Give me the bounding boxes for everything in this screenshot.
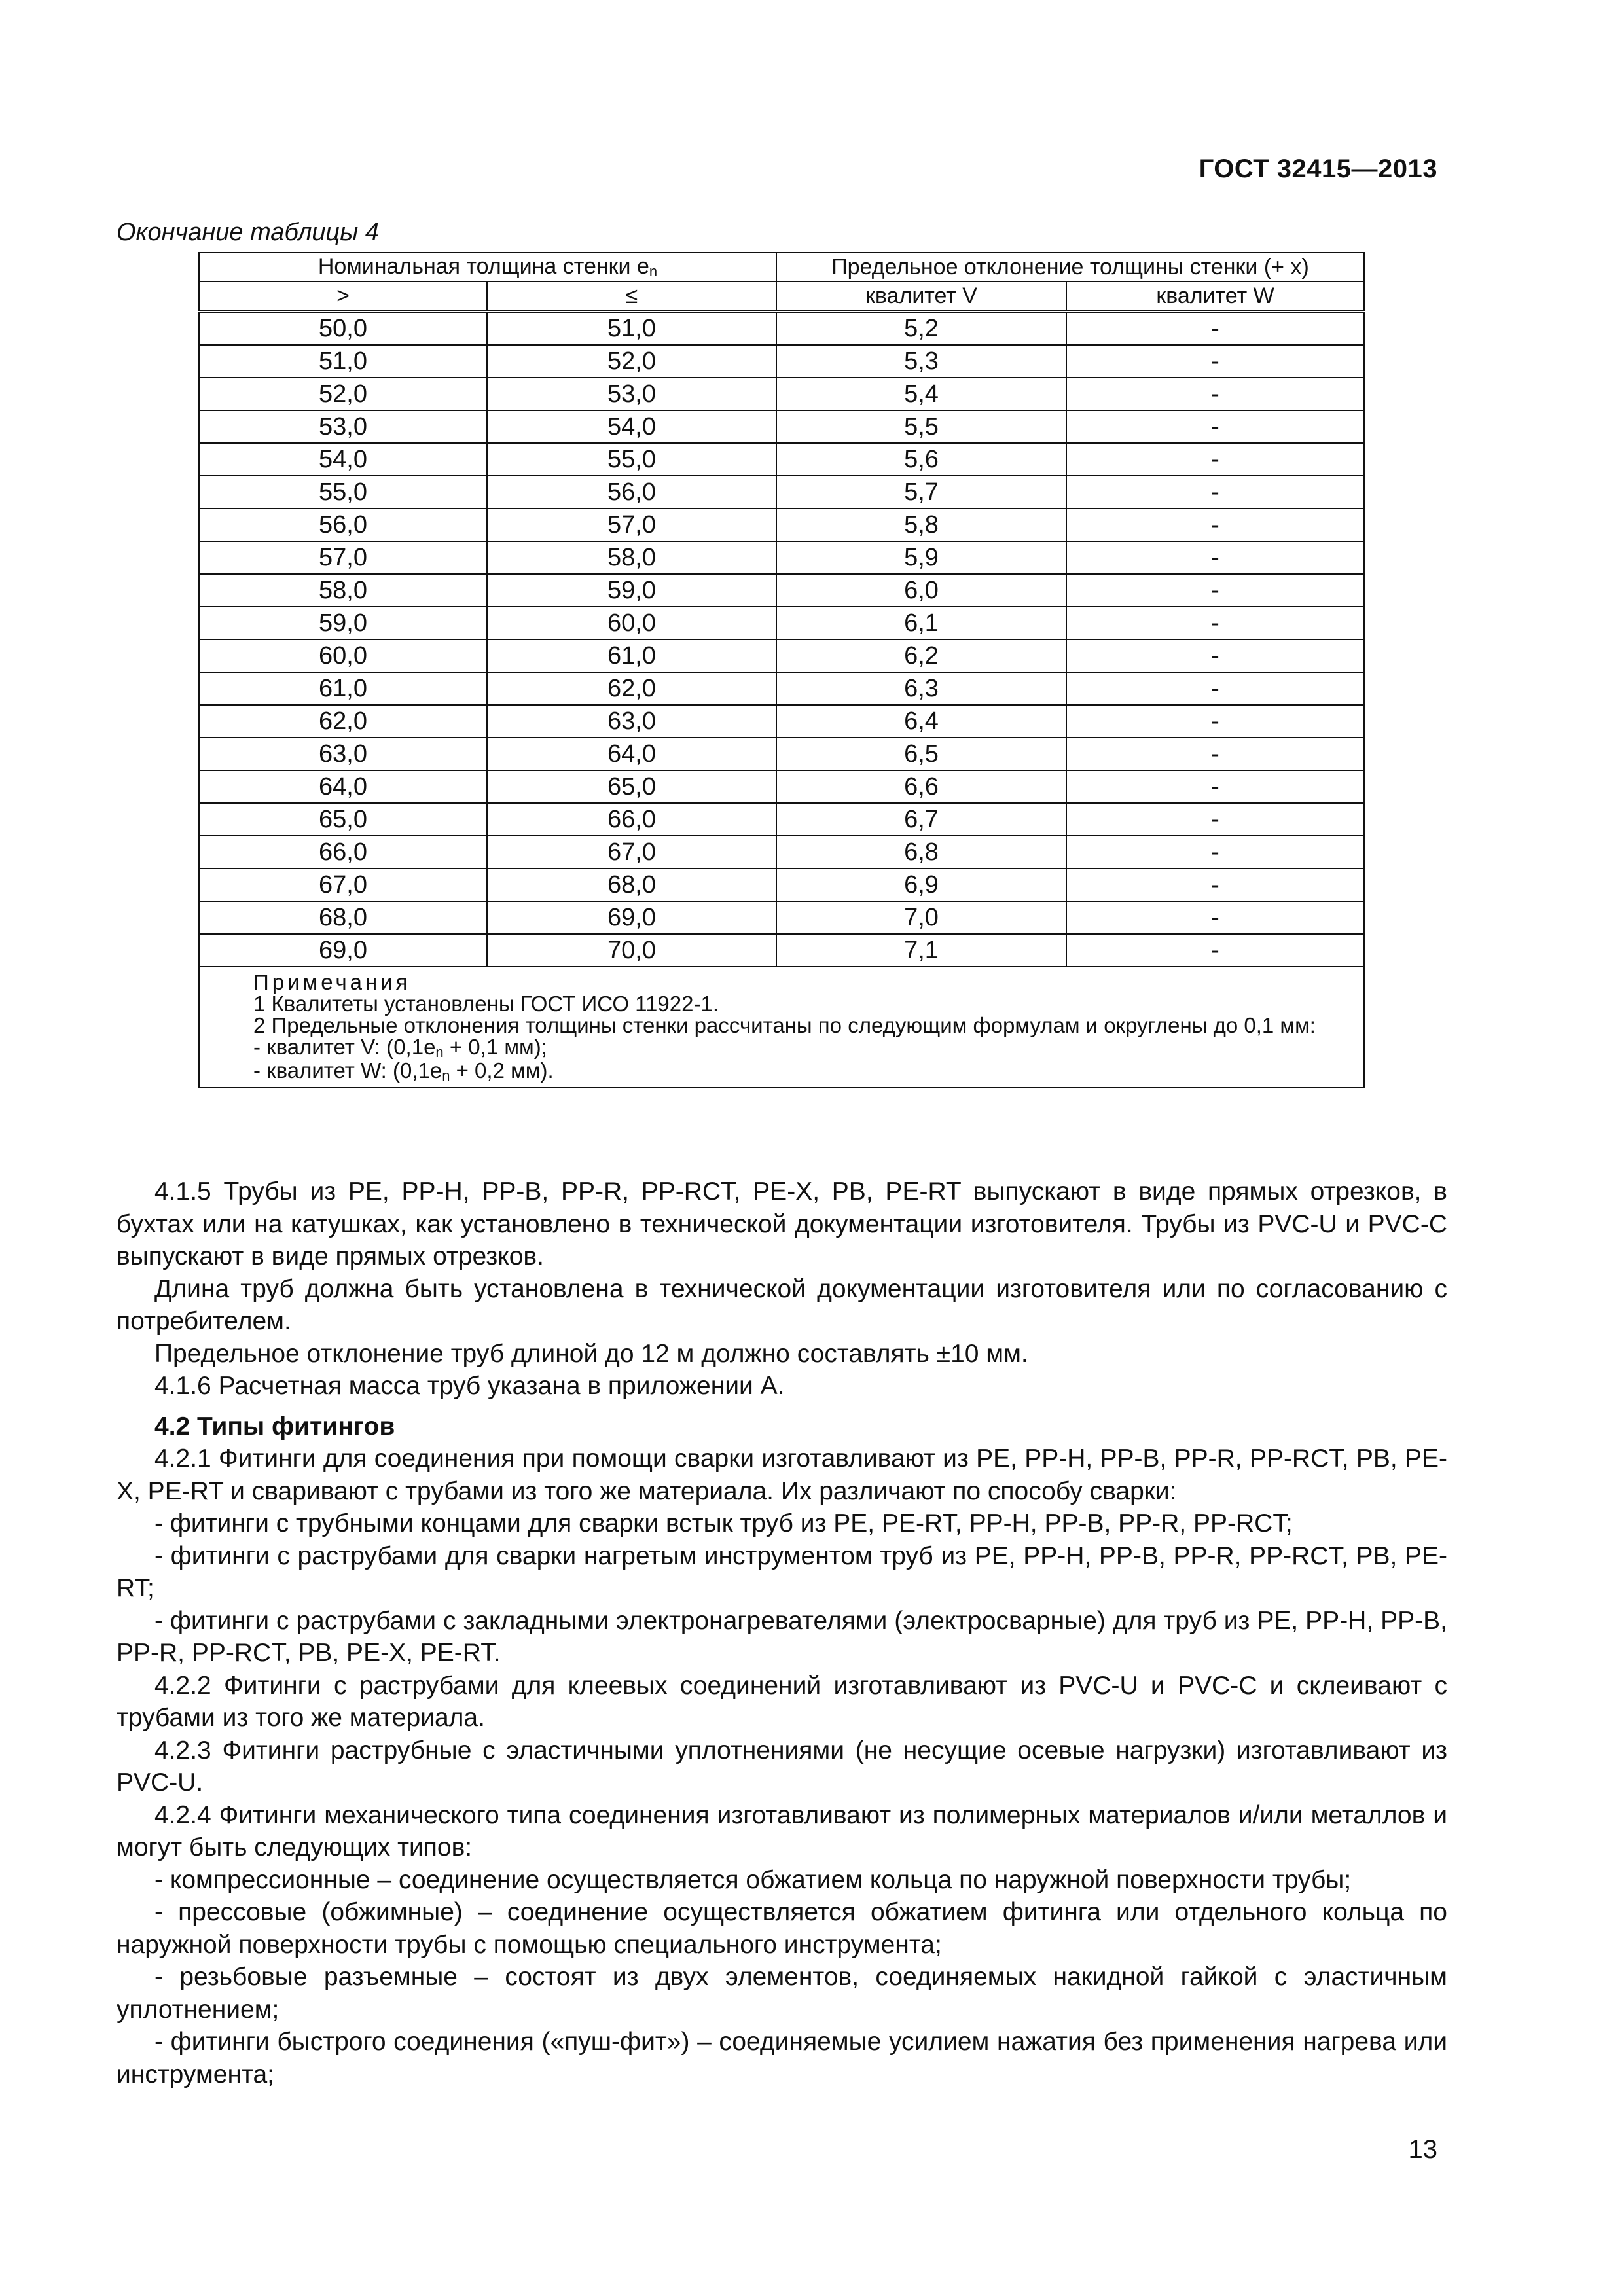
cell-grade-v: 6,0	[776, 574, 1066, 607]
note-1: 1 Квалитеты установлены ГОСТ ИСО 11922-1.	[253, 992, 719, 1016]
cell-thickness-from: 60,0	[199, 639, 487, 672]
cell-thickness-from: 65,0	[199, 803, 487, 836]
table-row	[199, 639, 1364, 672]
cell-grade-w: -	[1066, 770, 1364, 803]
cell-thickness-to: 70,0	[487, 934, 776, 967]
table-row	[199, 836, 1364, 869]
cell-thickness-to: 58,0	[487, 541, 776, 574]
page-number: 13	[1408, 2135, 1437, 2164]
list-item-press: - прессовые (обжимные) – соединение осуществляется обжатием фитинга или отдельного кольца по наружной поверхности трубы с помощью специального инструмента;	[117, 1898, 1447, 1959]
cell-thickness-from: 52,0	[199, 378, 487, 410]
cell-thickness-from: 59,0	[199, 607, 487, 639]
cell-thickness-from: 50,0	[199, 312, 487, 346]
cell-grade-v: 5,2	[776, 312, 1066, 346]
list-item-threaded: - резьбовые разъемные – состоят из двух элементов, соединяемых накидной гайкой с эластичным уплотнением;	[117, 1963, 1447, 2024]
cell-thickness-from: 66,0	[199, 836, 487, 869]
cell-grade-v: 5,8	[776, 509, 1066, 541]
document-code: ГОСТ 32415—2013	[1199, 154, 1437, 183]
cell-thickness-from: 51,0	[199, 345, 487, 378]
table-row	[199, 770, 1364, 803]
cell-grade-v: 7,1	[776, 934, 1066, 967]
table-row	[199, 607, 1364, 639]
cell-thickness-to: 56,0	[487, 476, 776, 509]
cell-thickness-to: 55,0	[487, 443, 776, 476]
paragraph-4-1-5: 4.1.5 Трубы из PE, PP-H, PP-B, PP-R, PP-RCT, PE-X, PB, PE-RT выпускают в виде прямых отрезков, в бухтах или на катушках, как установлено в технической документации изготовителя. Трубы из PVC-U и PVC-C выпускают в виде прямых отрезков.	[117, 1177, 1447, 1270]
cell-thickness-to: 65,0	[487, 770, 776, 803]
cell-grade-w: -	[1066, 869, 1364, 901]
cell-thickness-from: 54,0	[199, 443, 487, 476]
cell-grade-w: -	[1066, 639, 1364, 672]
cell-grade-w: -	[1066, 705, 1364, 738]
table-notes	[199, 967, 1364, 1088]
cell-thickness-to: 59,0	[487, 574, 776, 607]
cell-thickness-to: 68,0	[487, 869, 776, 901]
cell-grade-w: -	[1066, 410, 1364, 443]
cell-thickness-to: 51,0	[487, 312, 776, 346]
paragraph-length: Длина труб должна быть установлена в технической документации изготовителя или по согласованию с потребителем.	[117, 1274, 1447, 1335]
cell-thickness-to: 66,0	[487, 803, 776, 836]
table-row	[199, 869, 1364, 901]
cell-grade-v: 6,5	[776, 738, 1066, 770]
cell-thickness-from: 62,0	[199, 705, 487, 738]
header-thickness-tolerance: Предельное отклонение толщины стенки (+ x)	[776, 253, 1364, 281]
cell-grade-w: -	[1066, 803, 1364, 836]
cell-thickness-to: 63,0	[487, 705, 776, 738]
cell-thickness-to: 54,0	[487, 410, 776, 443]
cell-grade-v: 6,3	[776, 672, 1066, 705]
cell-grade-v: 6,8	[776, 836, 1066, 869]
formula-grade-v: - квалитет V: (0,1en + 0,1 мм);	[253, 1035, 547, 1060]
table-row	[199, 541, 1364, 574]
cell-grade-v: 5,3	[776, 345, 1066, 378]
table-row	[199, 672, 1364, 705]
cell-grade-v: 5,7	[776, 476, 1066, 509]
cell-thickness-to: 60,0	[487, 607, 776, 639]
paragraph-4-2-3: 4.2.3 Фитинги раструбные с эластичными уплотнениями (не несущие осевые нагрузки) изготавливают из PVC-U.	[117, 1736, 1447, 1797]
cell-grade-w: -	[1066, 345, 1364, 378]
cell-grade-v: 5,4	[776, 378, 1066, 410]
table-row	[199, 345, 1364, 378]
cell-thickness-to: 62,0	[487, 672, 776, 705]
cell-grade-w: -	[1066, 443, 1364, 476]
table-row	[199, 803, 1364, 836]
table-row	[199, 705, 1364, 738]
table-row	[199, 443, 1364, 476]
list-item-butt-welding: - фитинги с трубными концами для сварки встык труб из PE, PE-RT, PP-H, PP-B, PP-R, PP-RCT;	[154, 1509, 1293, 1537]
cell-grade-w: -	[1066, 378, 1364, 410]
cell-thickness-to: 69,0	[487, 901, 776, 934]
cell-grade-v: 5,5	[776, 410, 1066, 443]
cell-grade-w: -	[1066, 476, 1364, 509]
cell-thickness-to: 57,0	[487, 509, 776, 541]
cell-grade-v: 6,4	[776, 705, 1066, 738]
cell-grade-v: 6,1	[776, 607, 1066, 639]
cell-grade-v: 6,9	[776, 869, 1066, 901]
body-text	[117, 1175, 1447, 2090]
table-row	[199, 738, 1364, 770]
section-heading-4-2: 4.2 Типы фитингов	[154, 1412, 395, 1441]
notes-row	[199, 967, 1364, 1088]
cell-thickness-from: 64,0	[199, 770, 487, 803]
table-row	[199, 312, 1364, 346]
paragraph-length-tolerance: Предельное отклонение труб длиной до 12 м должно составлять ±10 мм.	[154, 1339, 1028, 1368]
cell-grade-w: -	[1066, 607, 1364, 639]
cell-grade-w: -	[1066, 738, 1364, 770]
subheader-grade-v: квалитет V	[776, 281, 1066, 312]
cell-grade-v: 6,6	[776, 770, 1066, 803]
cell-grade-w: -	[1066, 509, 1364, 541]
cell-thickness-from: 58,0	[199, 574, 487, 607]
table-header-row	[199, 253, 1364, 281]
cell-thickness-from: 53,0	[199, 410, 487, 443]
cell-thickness-from: 55,0	[199, 476, 487, 509]
cell-grade-v: 6,7	[776, 803, 1066, 836]
cell-thickness-from: 69,0	[199, 934, 487, 967]
paragraph-4-2-4: 4.2.4 Фитинги механического типа соединения изготавливают из полимерных материалов и/или металлов и могут быть следующих типов:	[117, 1801, 1447, 1861]
cell-thickness-from: 68,0	[199, 901, 487, 934]
cell-thickness-from: 63,0	[199, 738, 487, 770]
cell-thickness-to: 61,0	[487, 639, 776, 672]
header-nominal-thickness: Номинальная толщина стенки en	[199, 253, 776, 281]
cell-thickness-from: 61,0	[199, 672, 487, 705]
cell-thickness-to: 64,0	[487, 738, 776, 770]
table-row	[199, 410, 1364, 443]
cell-grade-w: -	[1066, 541, 1364, 574]
paragraph-4-2-2: 4.2.2 Фитинги с раструбами для клеевых соединений изготавливают из PVC-U и PVC-C и склеивают с трубами из того же материала.	[117, 1671, 1447, 1732]
cell-thickness-from: 57,0	[199, 541, 487, 574]
cell-grade-w: -	[1066, 672, 1364, 705]
list-item-electrofusion: - фитинги с раструбами с закладными электронагревателями (электросварные) для труб из PE, PP-H, PP-B, PP-R, PP-RCT, PB, PE-X, PE-RT.	[117, 1606, 1447, 1667]
cell-grade-w: -	[1066, 934, 1364, 967]
cell-grade-v: 5,9	[776, 541, 1066, 574]
cell-grade-v: 7,0	[776, 901, 1066, 934]
table-subheader-row	[199, 281, 1364, 312]
table-row	[199, 574, 1364, 607]
table-row	[199, 901, 1364, 934]
table-row	[199, 476, 1364, 509]
cell-grade-w: -	[1066, 312, 1364, 346]
list-item-socket-welding: - фитинги с раструбами для сварки нагретым инструментом труб из PE, PP-H, PP-B, PP-R, PP-RCT, PB, PE-RT;	[117, 1541, 1447, 1602]
notes-title: Примечания	[253, 970, 411, 994]
note-2: 2 Предельные отклонения толщины стенки рассчитаны по следующим формулам и округлены до 0,1 мм:	[253, 1013, 1316, 1037]
paragraph-4-1-6: 4.1.6 Расчетная масса труб указана в приложении А.	[154, 1372, 785, 1400]
cell-grade-w: -	[1066, 901, 1364, 934]
table-caption: Окончание таблицы 4	[117, 219, 379, 246]
cell-thickness-to: 67,0	[487, 836, 776, 869]
table-row	[199, 934, 1364, 967]
paragraph-4-2-1: 4.2.1 Фитинги для соединения при помощи сварки изготавливают из PE, PP-H, PP-B, PP-R, PP-RCT, PB, PE-X, PE-RT и сваривают с трубами из того же материала. Их различают по способу сварки:	[117, 1444, 1447, 1505]
cell-thickness-to: 53,0	[487, 378, 776, 410]
subheader-grade-w: квалитет W	[1066, 281, 1364, 312]
cell-grade-v: 5,6	[776, 443, 1066, 476]
cell-thickness-from: 56,0	[199, 509, 487, 541]
cell-grade-w: -	[1066, 836, 1364, 869]
subheader-less-equal: ≤	[487, 281, 776, 312]
cell-thickness-to: 52,0	[487, 345, 776, 378]
tolerance-table	[198, 252, 1365, 1088]
cell-thickness-from: 67,0	[199, 869, 487, 901]
formula-grade-w: - квалитет W: (0,1en + 0,2 мм).	[253, 1058, 554, 1084]
cell-grade-w: -	[1066, 574, 1364, 607]
list-item-push-fit: - фитинги быстрого соединения («пуш-фит») – соединяемые усилием нажатия без применения нагрева или инструмента;	[117, 2028, 1447, 2089]
table-row	[199, 509, 1364, 541]
subheader-greater: >	[199, 281, 487, 312]
table-row	[199, 378, 1364, 410]
cell-grade-v: 6,2	[776, 639, 1066, 672]
list-item-compression: - компрессионные – соединение осуществляется обжатием кольца по наружной поверхности трубы;	[154, 1865, 1352, 1894]
